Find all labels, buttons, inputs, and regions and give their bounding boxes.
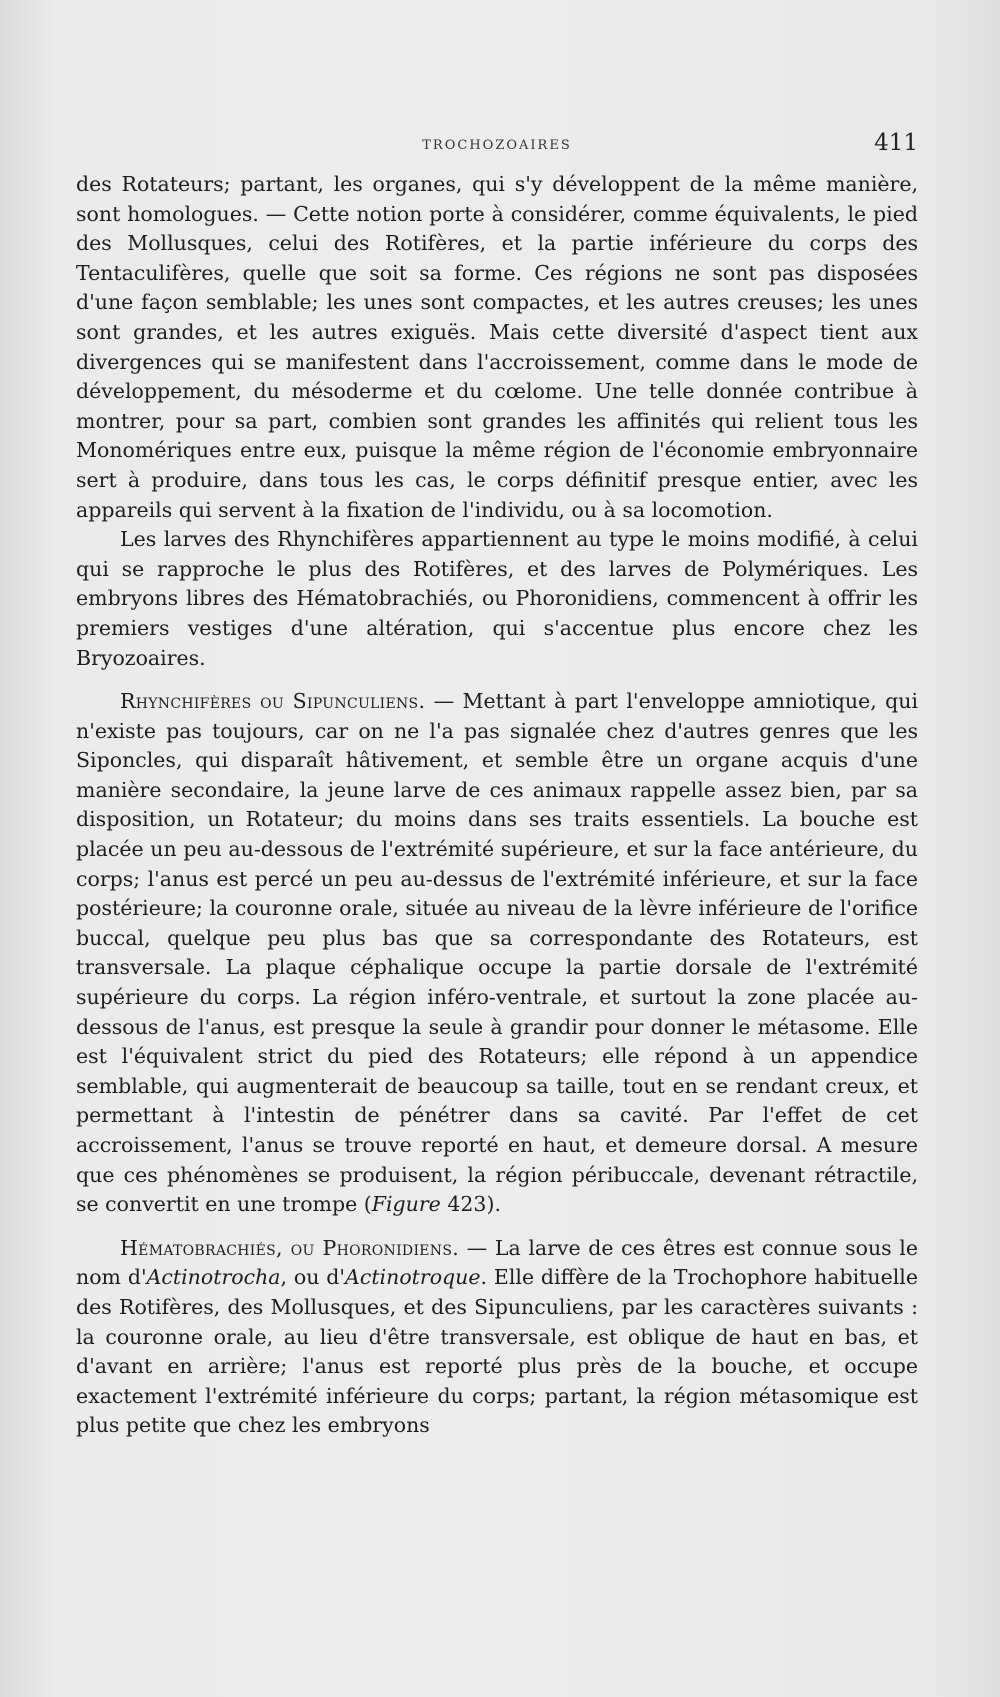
- book-page: [76, 130, 918, 1441]
- paragraph-text: Les larves des Rhynchifères appartiennent au type le moins modifié, à celui qui se rapproche le plus des Rotifères, et des larves de Polymériques. Les embryons libres des Hématobrachiés, ou Phoronidiens, commencent à offrir les premiers vestiges d'une altération, qui s'accentue plus encore chez les Bryozoaires.: [76, 527, 918, 670]
- paragraph-text-end: 423).: [440, 1192, 501, 1217]
- paragraph-text: des Rotateurs; partant, les organes, qui s'y développent de la même manière, sont homologues. — Cette notion porte à considérer, comme équivalents, le pied des Mollusques, celui des Rotifères, et la partie inférieure du corps des Tentaculifères, quelle que soit sa forme. Ces régions ne sont pas disposées d'une façon semblable; les unes sont compactes, et les autres creuses; les unes sont grandes, et les autres exiguës. Mais cette diversité d'aspect tient aux divergences qui se manifestent dans l'accroissement, comme dans le mode de développement, du mésoderme et du cœlome. Une telle donnée contribue à montrer, pour sa part, combien sont grandes les affinités qui relient tous les Monomériques entre eux, puisque la même région de l'économie embryonnaire sert à produire, dans tous les cas, le corps définitif presque entier, avec les appareils qui servent à la fixation de l'individu, ou à sa locomotion.: [76, 172, 918, 522]
- paragraph-text: — La larve de ces êtres est connue sous le nom d': [76, 1235, 918, 1290]
- italic-term: Actinotroque: [345, 1265, 481, 1290]
- running-head: TROCHOZOAIRES: [422, 138, 572, 153]
- paragraph-text-mid: , ou d': [280, 1265, 346, 1290]
- section-heading: Hématobrachiés, ou Phoronidiens.: [120, 1235, 460, 1260]
- page-number: 411: [874, 130, 918, 156]
- italic-term: Actinotrocha: [146, 1265, 281, 1290]
- page-header: [76, 130, 918, 160]
- figure-reference: Figure: [371, 1192, 441, 1217]
- paragraph-text-end: . Elle diffère de la Trochophore habituelle des Rotifères, des Mollusques, et des Sipunculiens, par les caractères suivants : la couronne orale, au lieu d'être transversale, est oblique de haut en bas, et d'avant en arrière; l'anus est reporté plus près de la bouche, et occupe exactement l'extrémité inférieure du corps; partant, la région métasomique est plus petite que chez les embryons: [76, 1265, 918, 1438]
- section-rhynchiferes: [76, 687, 918, 1220]
- paragraph-1: [76, 170, 918, 525]
- paragraph-2: [76, 525, 918, 673]
- paragraph-text: — Mettant à part l'enveloppe amniotique, qui n'existe pas toujours, car on ne l'a pas signalée chez d'autres genres que les Siponcles, qui disparaît hâtivement, et semble être un organe acquis d'une manière secondaire, la jeune larve de ces animaux rappelle assez bien, par sa disposition, un Rotateur; du moins dans ses traits essentiels. La bouche est placée un peu au-dessous de l'extrémité supérieure, et sur la face antérieure, du corps; l'anus est percé un peu au-dessus de l'extrémité inférieure, et sur la face postérieure; la couronne orale, située au niveau de la lèvre inférieure de l'orifice buccal, quelque peu plus bas que sa correspondante des Rotateurs, est transversale. La plaque céphalique occupe la partie dorsale de l'extrémité supérieure du corps. La région inféro-ventrale, et surtout la zone placée au-dessous de l'anus, est presque la seule à grandir pour donner le métasome. Elle est l'équivalent strict du pied des Rotateurs; elle répond à un appendice semblable, qui augmenterait de beaucoup sa taille, tout en se rendant creux, et permettant à l'intestin de pénétrer dans sa cavité. Par l'effet de cet accroissement, l'anus se trouve reporté en haut, et demeure dorsal. A mesure que ces phénomènes se produisent, la région péribuccale, devenant rétractile, se convertit en une trompe (: [76, 689, 918, 1217]
- section-hematobrachies: [76, 1234, 918, 1441]
- section-heading: Rhynchifères ou Sipunculiens.: [120, 689, 426, 714]
